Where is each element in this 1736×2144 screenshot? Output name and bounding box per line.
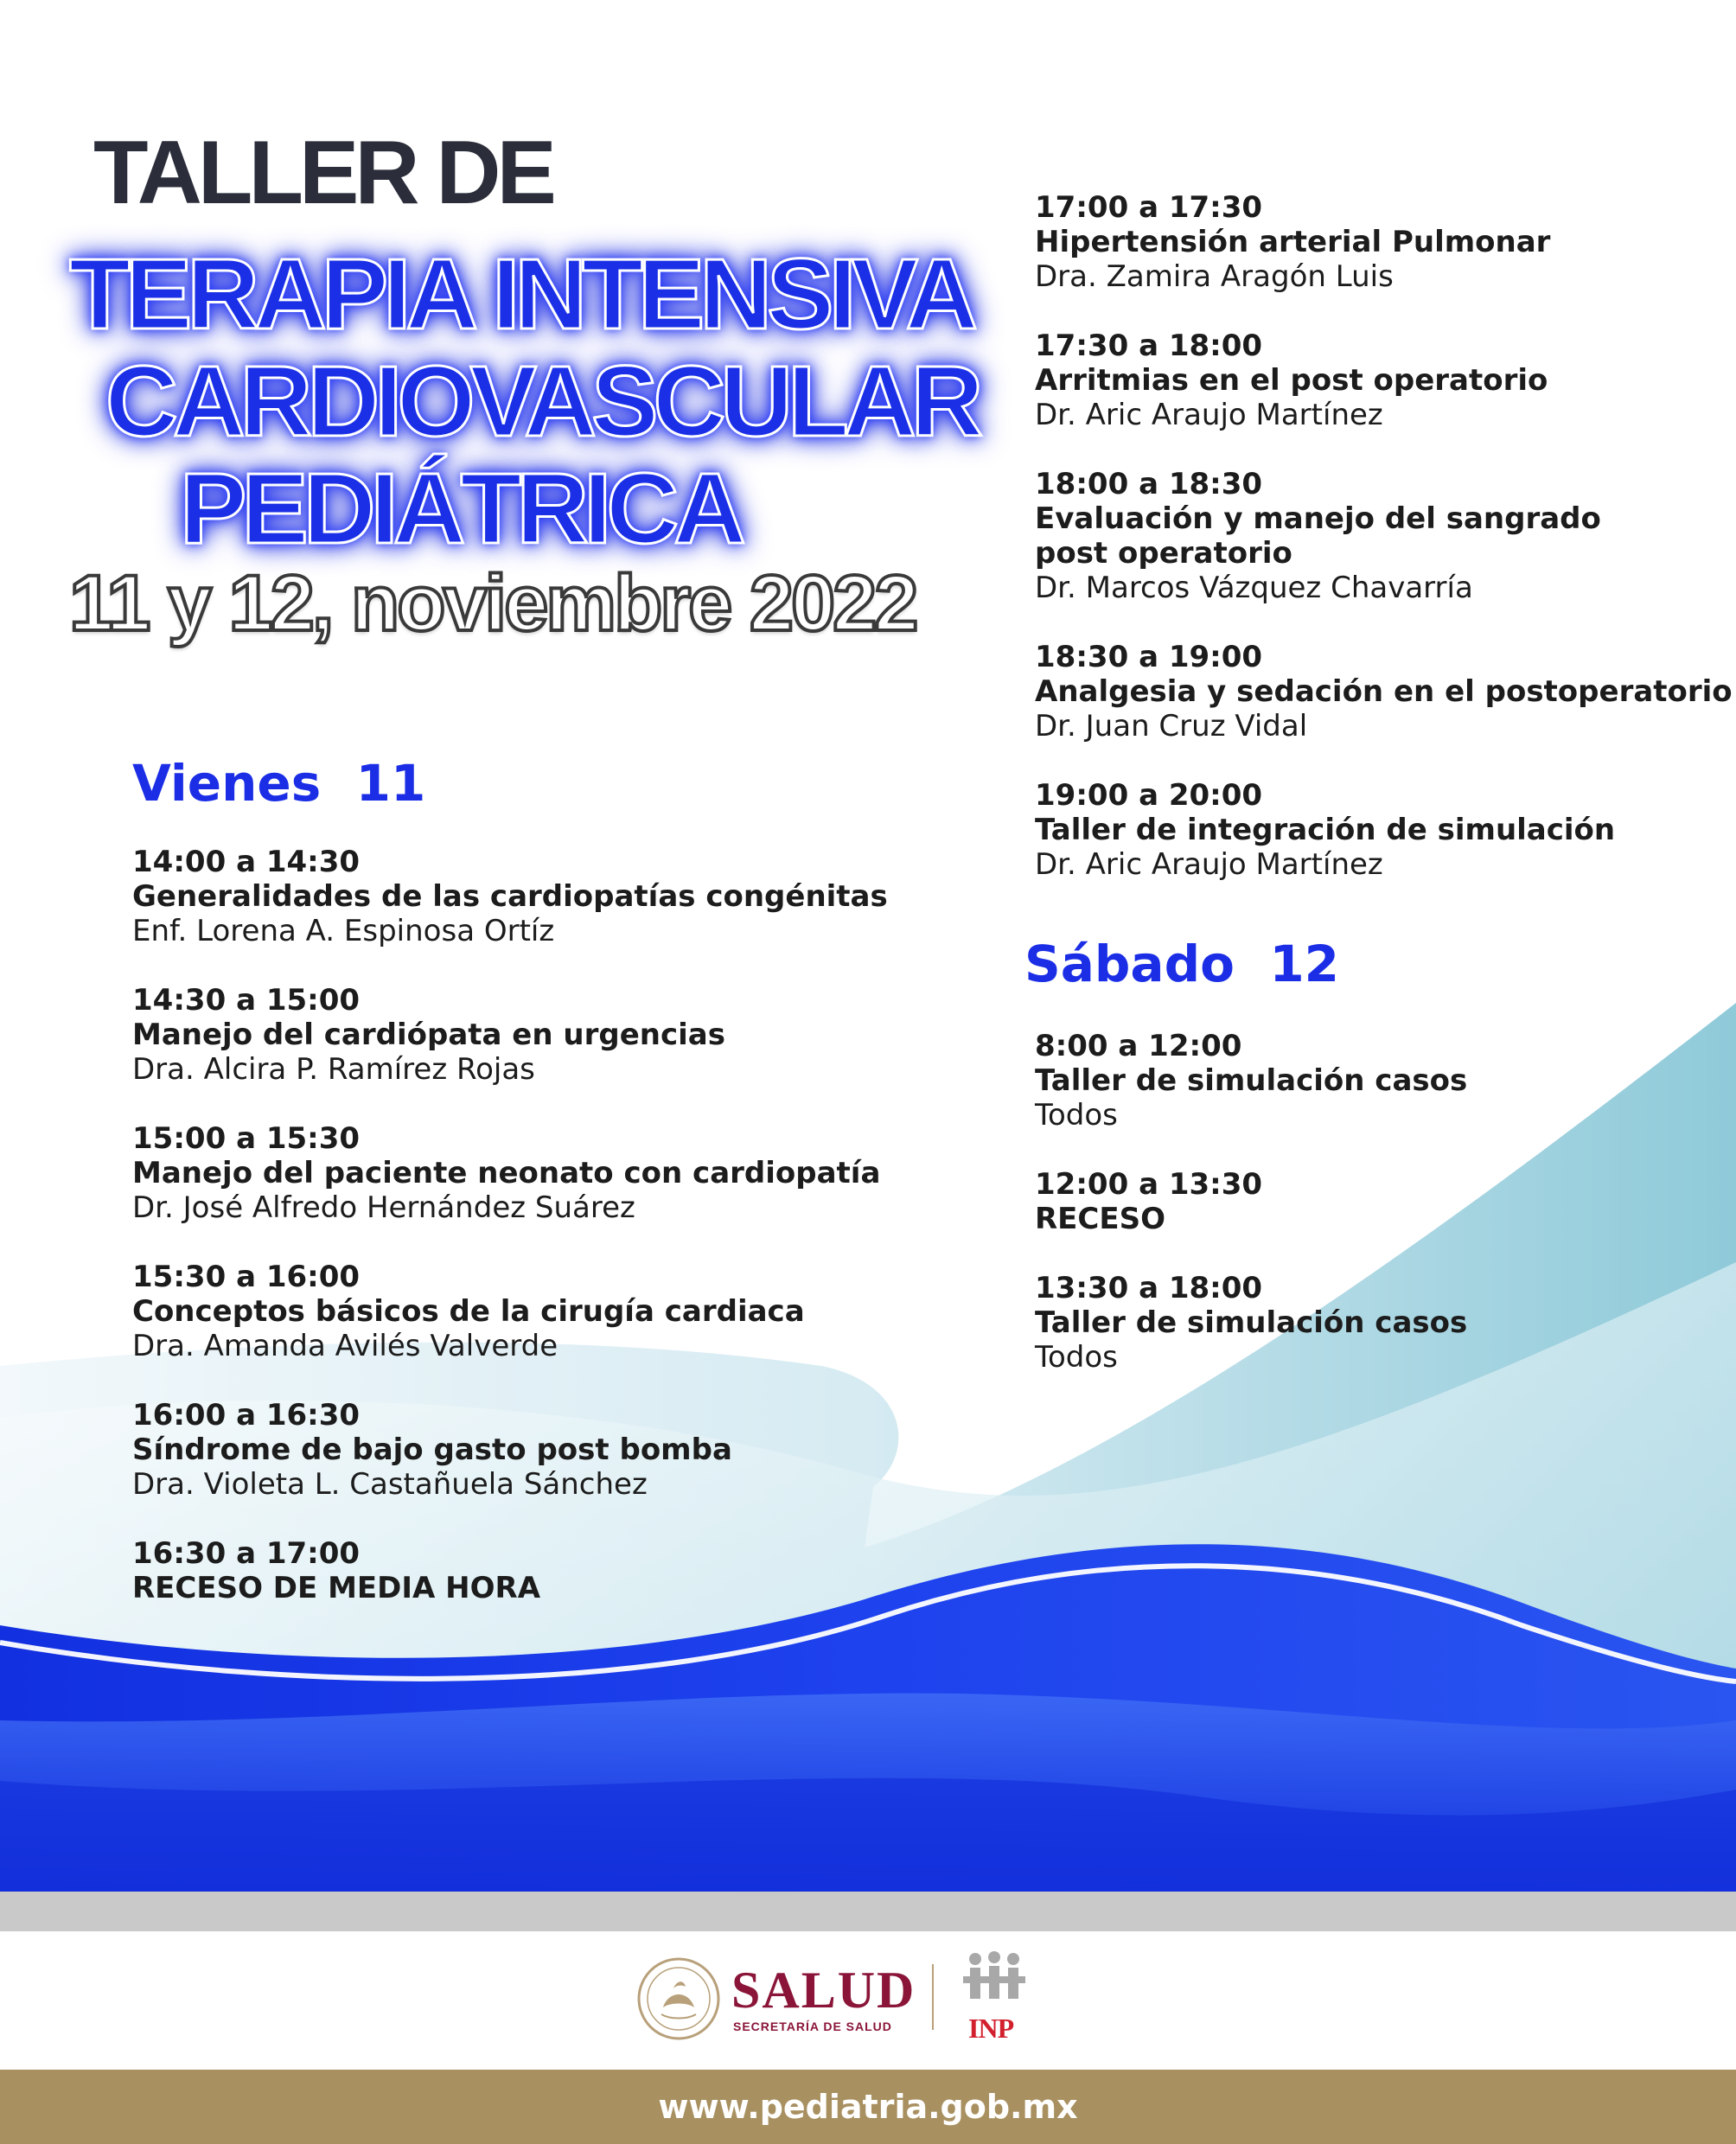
session-item: [1035, 778, 1726, 882]
session-speaker: Todos: [1035, 1340, 1118, 1375]
session-item: [132, 1398, 893, 1502]
session-topic: Analgesia y sedación en el postoperatorio: [1035, 674, 1733, 709]
session-topic: Generalidades de las cardiopatías congénitas: [132, 879, 888, 914]
session-item: [1035, 1167, 1726, 1236]
session-speaker: Dra. Violeta L. Castañuela Sánchez: [132, 1467, 648, 1502]
mexico-seal-icon: [635, 1956, 722, 2042]
title-line-3: PEDIÁTRICA: [180, 452, 741, 565]
session-topic: Hipertensión arterial Pulmonar: [1035, 225, 1551, 259]
session-item: [1035, 190, 1726, 294]
salud-logo-text: SALUD: [731, 1962, 916, 2019]
session-time: 18:00 a 18:30: [1035, 467, 1263, 501]
session-topic: Síndrome de bajo gasto post bomba: [132, 1433, 732, 1467]
title-main: [69, 238, 979, 565]
session-time: 15:30 a 16:00: [132, 1260, 361, 1294]
session-speaker: Dra. Amanda Avilés Valverde: [132, 1329, 558, 1363]
session-topic: Manejo del paciente neonato con cardiopatía: [132, 1156, 881, 1190]
friday-schedule-continued: [1035, 190, 1733, 916]
session-topic: Arritmias en el post operatorio: [1035, 363, 1548, 398]
session-speaker: Dra. Alcira P. Ramírez Rojas: [132, 1052, 535, 1087]
title-top: TALLER DE: [93, 123, 552, 223]
session-topic: Taller de integración de simulación: [1035, 813, 1616, 847]
session-topic: Conceptos básicos de la cirugía cardiaca: [132, 1294, 805, 1329]
session-time: 18:30 a 19:00: [1035, 640, 1263, 674]
session-topic: Evaluación y manejo del sangrado post operatorio: [1035, 501, 1601, 571]
session-time: 15:00 a 15:30: [132, 1121, 361, 1156]
session-speaker: Todos: [1035, 1098, 1118, 1133]
saturday-heading: Sábado 12: [1024, 935, 1340, 993]
session-speaker: Dr. José Alfredo Hernández Suárez: [132, 1190, 635, 1225]
session-item: [1035, 1029, 1726, 1133]
session-time: 17:30 a 18:00: [1035, 329, 1263, 363]
session-time: 13:30 a 18:00: [1035, 1271, 1263, 1305]
website-link[interactable]: www.pediatria.gob.mx: [658, 2088, 1078, 2126]
salud-subtitle: SECRETARÍA DE SALUD: [733, 2020, 892, 2033]
footer-gray-band: [0, 1892, 1736, 1931]
session-item: [132, 983, 893, 1087]
session-item: [132, 1536, 893, 1605]
session-item: [1035, 640, 1733, 743]
session-time: 14:30 a 15:00: [132, 983, 361, 1018]
session-topic: Taller de simulación casos: [1035, 1305, 1468, 1340]
session-time: 12:00 a 13:30: [1035, 1167, 1263, 1202]
session-item: [132, 845, 893, 948]
session-topic: RECESO: [1035, 1202, 1165, 1236]
session-item: [132, 1121, 893, 1225]
session-time: 14:00 a 14:30: [132, 845, 361, 879]
session-time: 16:00 a 16:30: [132, 1398, 361, 1433]
session-topic: RECESO DE MEDIA HORA: [132, 1571, 541, 1605]
session-time: 17:00 a 17:30: [1035, 190, 1263, 225]
session-item: [1035, 329, 1726, 432]
inp-logo-text: INP: [968, 2013, 1014, 2044]
session-item: [1035, 1271, 1726, 1375]
session-speaker: Dr. Aric Araujo Martínez: [1035, 847, 1383, 882]
session-topic: Manejo del cardiópata en urgencias: [132, 1018, 725, 1052]
session-speaker: Dr. Aric Araujo Martínez: [1035, 398, 1383, 432]
session-item: [132, 1260, 893, 1363]
saturday-schedule: [1035, 1029, 1726, 1409]
session-speaker: Dr. Marcos Vázquez Chavarría: [1035, 571, 1473, 605]
logo-divider: [932, 1964, 934, 2030]
session-speaker: Enf. Lorena A. Espinosa Ortíz: [132, 914, 555, 948]
session-topic: Taller de simulación casos: [1035, 1063, 1468, 1098]
inp-logo-icon: [960, 1950, 1029, 2016]
friday-schedule: [132, 845, 893, 1640]
session-time: 16:30 a 17:00: [132, 1536, 361, 1571]
session-time: 19:00 a 20:00: [1035, 778, 1263, 813]
title-line-1: TERAPIA INTENSIVA: [69, 238, 973, 350]
event-dates: 11 y 12, noviembre 2022: [69, 559, 916, 648]
session-speaker: Dra. Zamira Aragón Luis: [1035, 259, 1394, 294]
friday-heading: Vienes 11: [132, 754, 426, 813]
session-item: [1035, 467, 1726, 605]
session-time: 8:00 a 12:00: [1035, 1029, 1242, 1063]
session-speaker: Dr. Juan Cruz Vidal: [1035, 709, 1308, 743]
title-line-2: CARDIOVASCULAR: [105, 345, 979, 457]
